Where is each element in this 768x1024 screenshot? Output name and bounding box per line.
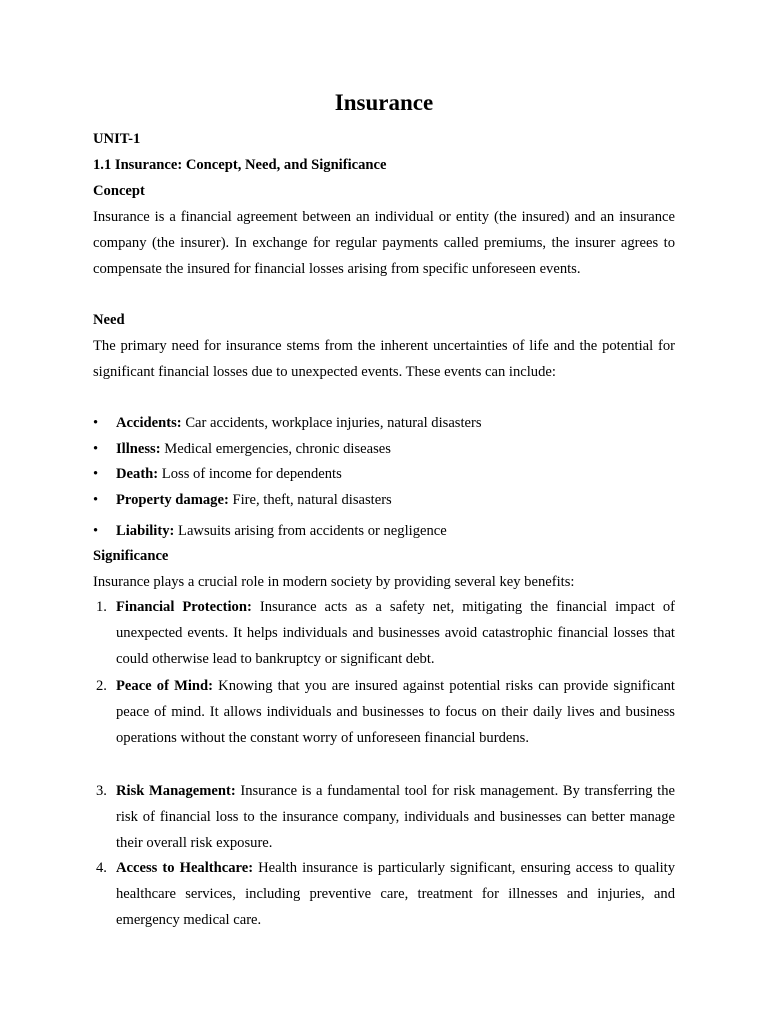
- bullet-icon: •: [93, 492, 99, 508]
- item-term: Accidents:: [116, 415, 182, 431]
- item-term: Liability:: [116, 523, 175, 539]
- significance-list-item: [93, 778, 675, 857]
- item-term: Financial Protection:: [116, 599, 252, 615]
- item-desc: Insurance acts as a safety net, mitigating the financial impact of unexpected events. It helps individuals and businesses avoid catastrophic financial losses that could otherwise lead to bankruptcy or significant debt.: [116, 599, 675, 668]
- document-title: Insurance: [334, 90, 434, 115]
- significance-intro: Insurance plays a crucial role in modern society by providing several key benefits:: [93, 574, 575, 590]
- item-term: Death:: [116, 466, 159, 482]
- bullet-icon: •: [93, 466, 99, 482]
- item-term: Illness:: [116, 441, 161, 457]
- section-heading: 1.1 Insurance: Concept, Need, and Significance: [93, 157, 387, 173]
- significance-list-item: [93, 594, 675, 673]
- item-desc: Insurance is a fundamental tool for risk management. By transferring the risk of financial loss to the insurance company, individuals and businesses can better manage their overall risk exposure.: [116, 783, 675, 852]
- item-desc: Health insurance is particularly significant, ensuring access to quality healthcare services, including preventive care, treatment for illnesses and injuries, and emergency medical care.: [116, 860, 676, 929]
- unit-label: UNIT-1: [93, 131, 141, 147]
- bullet-icon: •: [93, 441, 99, 457]
- need-heading: Need: [93, 312, 125, 328]
- item-desc: Fire, theft, natural disasters: [228, 492, 392, 508]
- significance-heading: Significance: [93, 548, 169, 564]
- bullet-icon: •: [93, 415, 99, 431]
- significance-list-item: [93, 673, 675, 752]
- item-desc: Lawsuits arising from accidents or negligence: [174, 523, 447, 539]
- significance-list-item: [93, 855, 675, 934]
- item-number: 1.: [96, 599, 107, 615]
- item-term: Property damage:: [116, 492, 229, 508]
- item-term: Risk Management:: [116, 783, 236, 799]
- item-number: 4.: [96, 860, 107, 876]
- concept-paragraph: Insurance is a financial agreement between an individual or entity (the insured) and an insurance company (the insurer). In exchange for regular payments called premiums, the insurer agrees to compensate the insured for financial losses arising from specific unforeseen events.: [93, 209, 675, 277]
- item-term: Peace of Mind:: [116, 678, 214, 694]
- item-desc: Car accidents, workplace injuries, natural disasters: [181, 415, 482, 431]
- item-desc: Medical emergencies, chronic diseases: [160, 441, 391, 457]
- bullet-icon: •: [93, 523, 99, 539]
- need-paragraph: The primary need for insurance stems from the inherent uncertainties of life and the potential for significant financial losses due to unexpected events. These events can include:: [93, 338, 675, 380]
- item-number: 2.: [96, 678, 107, 694]
- item-desc: Loss of income for dependents: [158, 466, 342, 482]
- item-desc: Knowing that you are insured against potential risks can provide significant peace of mind. It allows individuals and businesses to focus on their daily lives and business operations without the constant worry of unforeseen financial burdens.: [116, 678, 675, 747]
- item-number: 3.: [96, 783, 107, 799]
- item-term: Access to Healthcare:: [116, 860, 254, 876]
- concept-heading: Concept: [93, 183, 145, 199]
